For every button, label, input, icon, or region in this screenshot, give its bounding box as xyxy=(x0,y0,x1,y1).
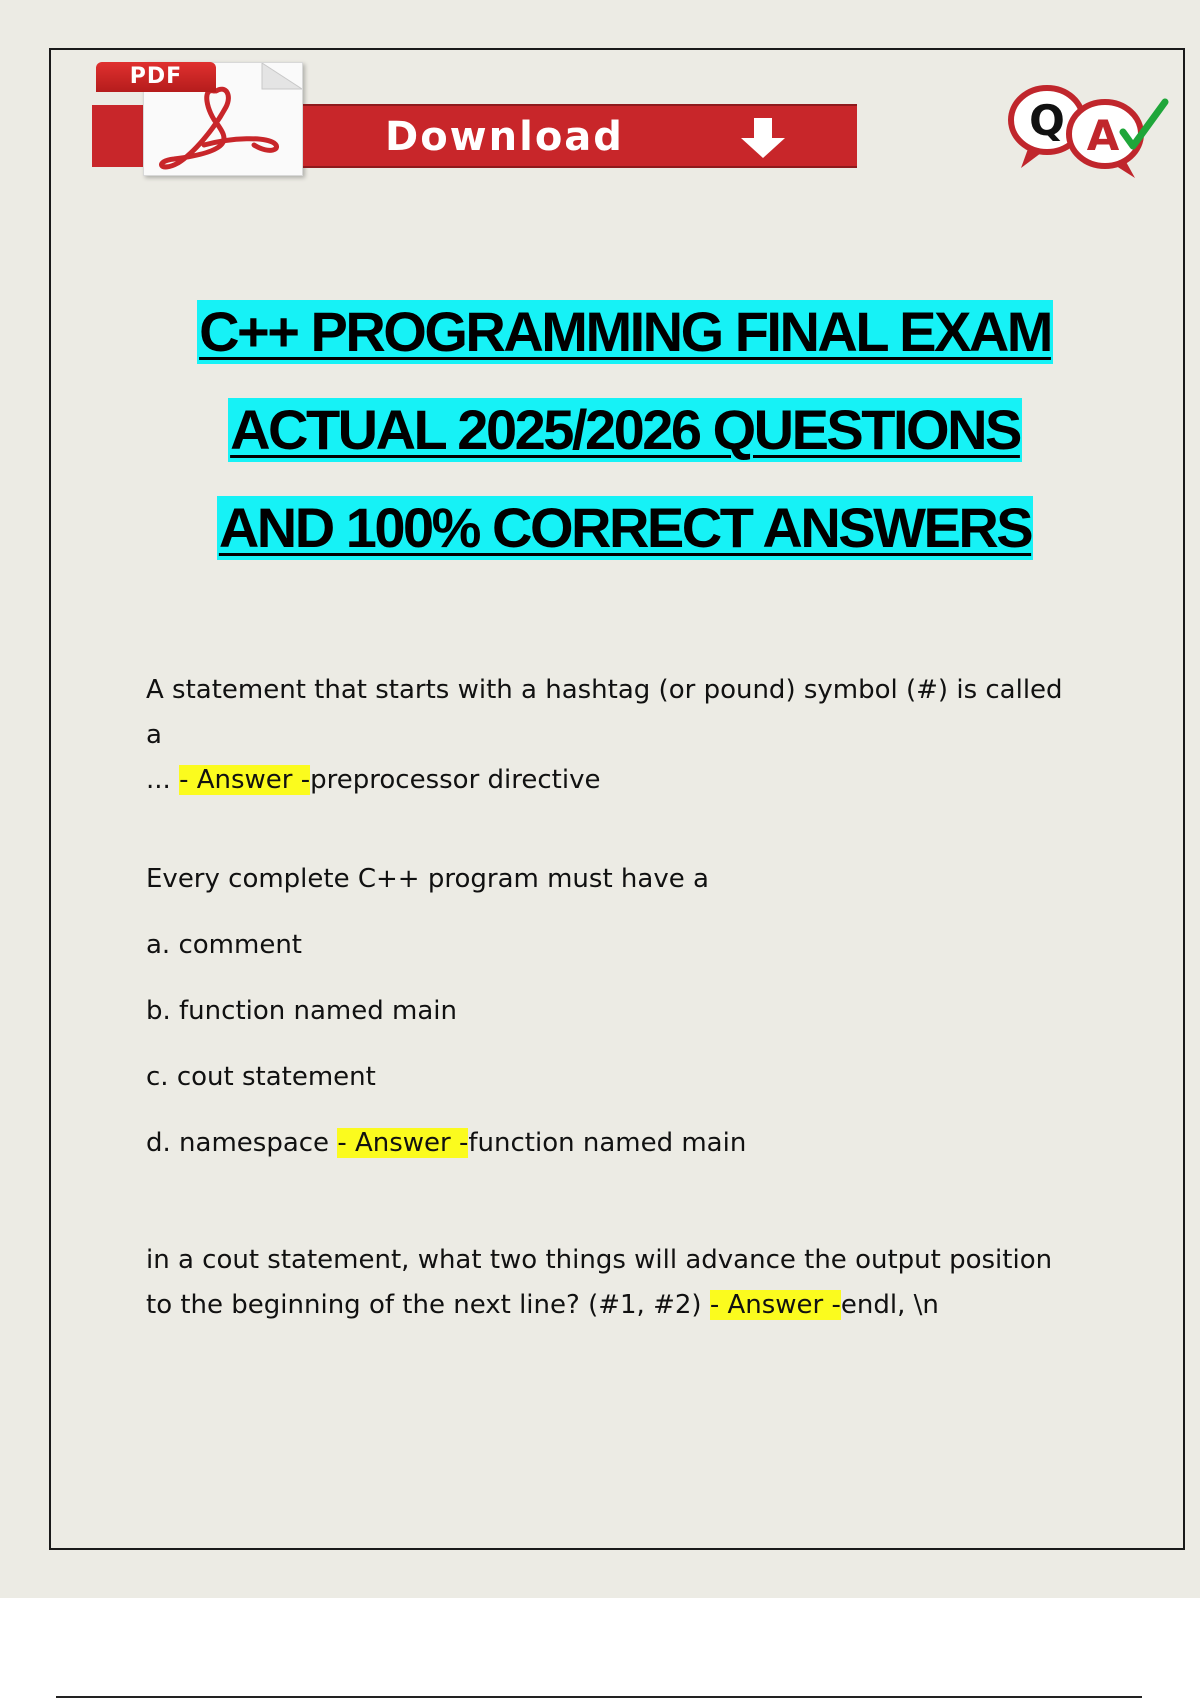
qa-logo-icon xyxy=(1005,80,1170,180)
answer-marker: - Answer - xyxy=(709,1290,841,1320)
question-3-answer: endl, \n xyxy=(840,1290,939,1320)
footer-divider xyxy=(56,1696,1142,1698)
download-arrow-icon xyxy=(735,116,791,160)
option-d: d. namespace xyxy=(146,1128,330,1158)
question-1-line2 xyxy=(146,758,1086,803)
option-d-line xyxy=(146,1110,1086,1176)
title-line-1: C++ PROGRAMMING FINAL EXAM xyxy=(199,300,1051,363)
question-1-answer: preprocessor directive xyxy=(310,765,601,795)
question-2-text: Every complete C++ program must have a xyxy=(146,864,709,894)
option-a: a. comment xyxy=(146,930,302,960)
question-1-ellipsis: ... xyxy=(146,765,171,795)
download-label: Download xyxy=(385,114,624,160)
document-title xyxy=(60,300,1190,594)
question-1 xyxy=(146,668,1086,803)
question-3-text: in a cout statement, what two things will advance the output position xyxy=(146,1245,1053,1275)
question-1-text: A statement that starts with a hashtag (or pound) symbol (#) is called a xyxy=(146,675,1063,750)
pdf-label: PDF xyxy=(96,62,216,92)
answer-marker: - Answer - xyxy=(337,1128,469,1158)
answer-marker: - Answer - xyxy=(179,765,311,795)
title-line-2: ACTUAL 2025/2026 QUESTIONS xyxy=(230,398,1020,461)
question-3-text-cont: to the beginning of the next line? (#1, #2) xyxy=(146,1290,702,1320)
banner-left-block xyxy=(92,105,144,167)
question-2 xyxy=(146,846,1086,1176)
option-b: b. function named main xyxy=(146,996,457,1026)
logo-q: Q xyxy=(1029,96,1065,145)
question-2-answer: function named main xyxy=(468,1128,747,1158)
download-button[interactable] xyxy=(303,104,857,168)
title-line-3: AND 100% CORRECT ANSWERS xyxy=(218,496,1032,559)
option-c: c. cout statement xyxy=(146,1062,376,1092)
question-3-line2 xyxy=(146,1283,1086,1328)
question-3 xyxy=(146,1238,1086,1328)
logo-a: A xyxy=(1086,111,1120,160)
